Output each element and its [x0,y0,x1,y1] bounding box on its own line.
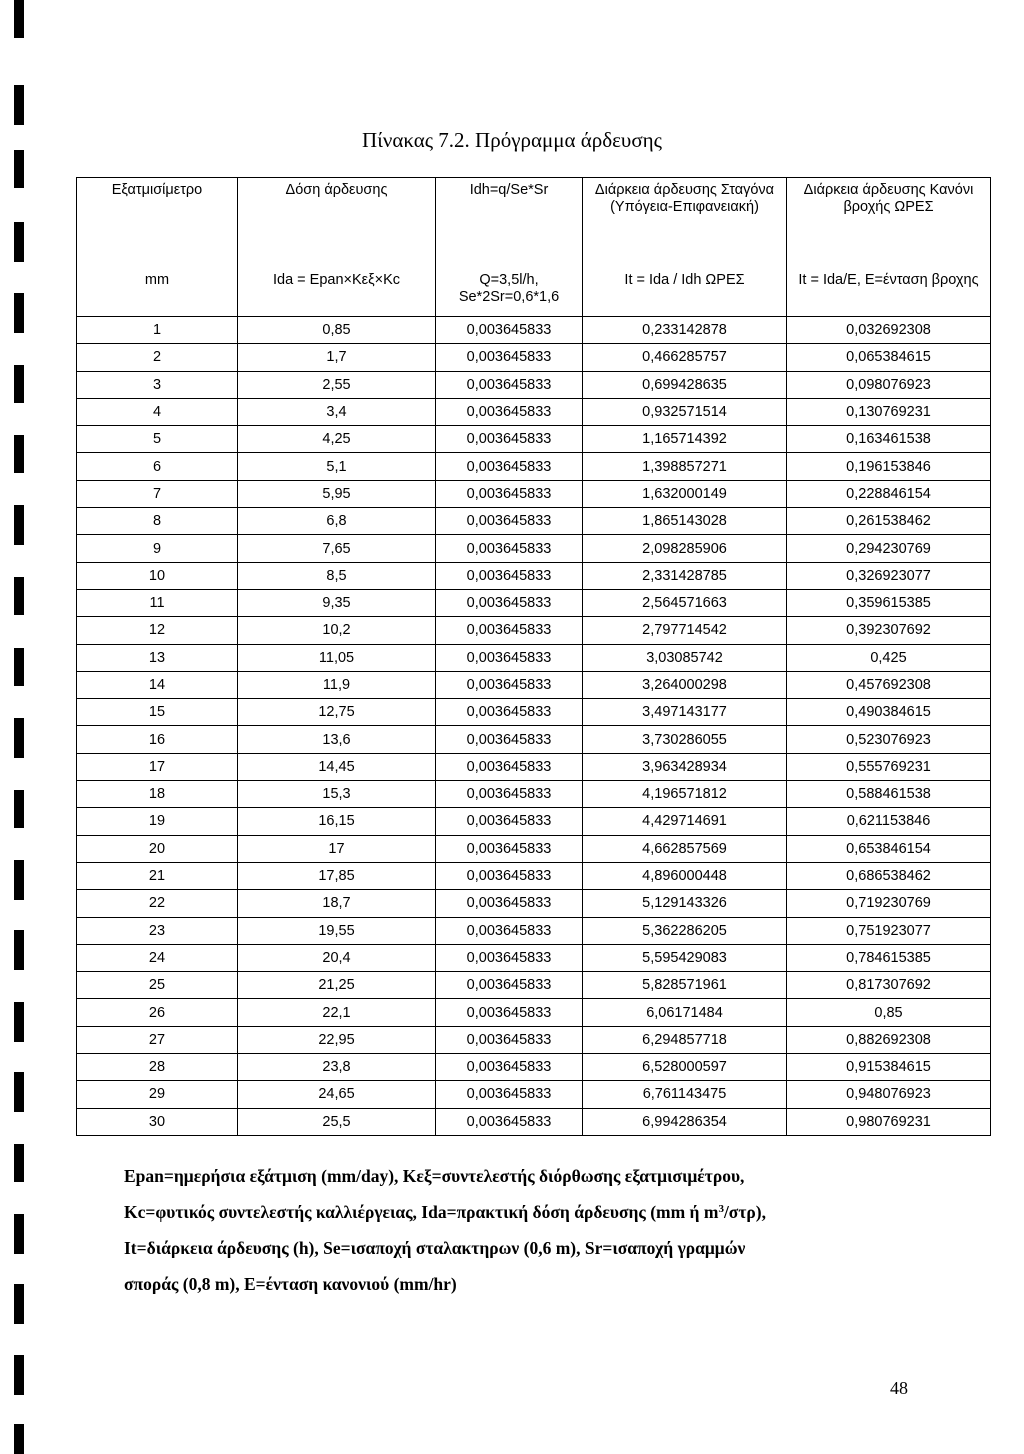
cell-idh: 0,003645833 [436,317,583,344]
cell-evaporimeter-mm: 9 [77,535,238,562]
cell-idh: 0,003645833 [436,617,583,644]
cell-sprinkler-hours: 0,425 [787,644,991,671]
table-header [77,178,991,317]
cell-evaporimeter-mm: 20 [77,835,238,862]
cell-dose-ida: 25,5 [238,1108,436,1135]
scan-edge-mark [14,435,24,473]
scan-edge-mark [14,85,24,125]
cell-sprinkler-hours: 0,457692308 [787,671,991,698]
table-row [77,535,991,562]
cell-evaporimeter-mm: 22 [77,890,238,917]
cell-dose-ida: 5,1 [238,453,436,480]
scan-edge-mark [14,930,24,970]
cell-dose-ida: 20,4 [238,944,436,971]
cell-drip-hours: 3,963428934 [583,753,787,780]
cell-drip-hours: 6,994286354 [583,1108,787,1135]
cell-dose-ida: 18,7 [238,890,436,917]
cell-evaporimeter-mm: 26 [77,999,238,1026]
cell-dose-ida: 6,8 [238,508,436,535]
table-row [77,808,991,835]
cell-dose-ida: 13,6 [238,726,436,753]
cell-idh: 0,003645833 [436,562,583,589]
cell-drip-hours: 6,528000597 [583,1054,787,1081]
cell-drip-hours: 1,165714392 [583,426,787,453]
header-evaporimeter: Εξατμισίμετρο [77,178,238,269]
cell-idh: 0,003645833 [436,835,583,862]
cell-evaporimeter-mm: 14 [77,671,238,698]
cell-dose-ida: 14,45 [238,753,436,780]
header-drip-formula: It = Ida / Idh ΩΡΕΣ [583,268,787,317]
header-q-formula: Q=3,5l/h, Se*2Sr=0,6*1,6 [436,268,583,317]
scan-edge-mark [14,365,24,403]
cell-idh: 0,003645833 [436,535,583,562]
scan-edge-mark [14,293,24,333]
scan-edge-mark [14,1424,24,1454]
cell-dose-ida: 2,55 [238,371,436,398]
cell-sprinkler-hours: 0,980769231 [787,1108,991,1135]
cell-evaporimeter-mm: 10 [77,562,238,589]
cell-sprinkler-hours: 0,719230769 [787,890,991,917]
table-row [77,1108,991,1135]
cell-sprinkler-hours: 0,523076923 [787,726,991,753]
cell-idh: 0,003645833 [436,917,583,944]
cell-evaporimeter-mm: 11 [77,589,238,616]
cell-dose-ida: 10,2 [238,617,436,644]
cell-sprinkler-hours: 0,751923077 [787,917,991,944]
scan-edge-mark [14,718,24,758]
cell-evaporimeter-mm: 23 [77,917,238,944]
scan-edge-mark [14,860,24,900]
cell-drip-hours: 3,03085742 [583,644,787,671]
table-row [77,398,991,425]
scan-edge-mark [14,505,24,545]
cell-dose-ida: 19,55 [238,917,436,944]
scan-edge-mark [14,1144,24,1182]
cell-dose-ida: 1,7 [238,344,436,371]
cell-evaporimeter-mm: 15 [77,699,238,726]
cell-drip-hours: 4,896000448 [583,862,787,889]
scan-edge-mark [14,577,24,615]
cell-evaporimeter-mm: 6 [77,453,238,480]
cell-dose-ida: 21,25 [238,972,436,999]
cell-idh: 0,003645833 [436,862,583,889]
header-row-titles [77,178,991,269]
cell-evaporimeter-mm: 29 [77,1081,238,1108]
table-row [77,644,991,671]
cell-dose-ida: 22,95 [238,1026,436,1053]
table-row [77,671,991,698]
cell-sprinkler-hours: 0,130769231 [787,398,991,425]
table-body [77,317,991,1136]
table-row [77,317,991,344]
table-row [77,835,991,862]
header-irrigation-dose: Δόση άρδευσης [238,178,436,269]
cell-drip-hours: 6,294857718 [583,1026,787,1053]
cell-drip-hours: 1,398857271 [583,453,787,480]
header-row-formulas [77,268,991,317]
cell-drip-hours: 4,662857569 [583,835,787,862]
cell-evaporimeter-mm: 12 [77,617,238,644]
cell-sprinkler-hours: 0,686538462 [787,862,991,889]
table-row [77,944,991,971]
table-row [77,508,991,535]
header-unit-mm: mm [77,268,238,317]
footnote-superscript: 3 [718,1203,724,1215]
cell-idh: 0,003645833 [436,753,583,780]
cell-dose-ida: 8,5 [238,562,436,589]
cell-dose-ida: 11,05 [238,644,436,671]
cell-sprinkler-hours: 0,653846154 [787,835,991,862]
cell-sprinkler-hours: 0,621153846 [787,808,991,835]
cell-sprinkler-hours: 0,85 [787,999,991,1026]
cell-idh: 0,003645833 [436,508,583,535]
cell-drip-hours: 0,699428635 [583,371,787,398]
irrigation-schedule-table [76,177,991,1136]
header-idh: Idh=q/Se*Sr [436,178,583,269]
cell-drip-hours: 0,932571514 [583,398,787,425]
cell-sprinkler-hours: 0,032692308 [787,317,991,344]
cell-sprinkler-hours: 0,163461538 [787,426,991,453]
cell-idh: 0,003645833 [436,726,583,753]
cell-drip-hours: 0,233142878 [583,317,787,344]
cell-dose-ida: 4,25 [238,426,436,453]
cell-sprinkler-hours: 0,784615385 [787,944,991,971]
cell-evaporimeter-mm: 19 [77,808,238,835]
cell-drip-hours: 5,595429083 [583,944,787,971]
cell-sprinkler-hours: 0,098076923 [787,371,991,398]
cell-idh: 0,003645833 [436,699,583,726]
cell-idh: 0,003645833 [436,644,583,671]
table-row [77,1081,991,1108]
table-row [77,344,991,371]
cell-sprinkler-hours: 0,948076923 [787,1081,991,1108]
cell-idh: 0,003645833 [436,453,583,480]
cell-sprinkler-hours: 0,261538462 [787,508,991,535]
table-row [77,480,991,507]
cell-evaporimeter-mm: 30 [77,1108,238,1135]
cell-drip-hours: 5,828571961 [583,972,787,999]
cell-drip-hours: 4,196571812 [583,781,787,808]
cell-dose-ida: 23,8 [238,1054,436,1081]
table-row [77,453,991,480]
cell-drip-hours: 5,129143326 [583,890,787,917]
cell-evaporimeter-mm: 4 [77,398,238,425]
cell-drip-hours: 2,797714542 [583,617,787,644]
cell-drip-hours: 2,098285906 [583,535,787,562]
cell-drip-hours: 1,632000149 [583,480,787,507]
footnote-line: σποράς (0,8 m), E=ένταση κανονιού (mm/hr) [124,1274,457,1294]
cell-sprinkler-hours: 0,065384615 [787,344,991,371]
cell-dose-ida: 17,85 [238,862,436,889]
irrigation-table-container [76,177,990,1136]
cell-idh: 0,003645833 [436,671,583,698]
cell-idh: 0,003645833 [436,1081,583,1108]
scan-edge-mark [14,648,24,686]
cell-sprinkler-hours: 0,882692308 [787,1026,991,1053]
scan-edge-mark [14,1214,24,1254]
cell-evaporimeter-mm: 27 [77,1026,238,1053]
cell-drip-hours: 5,362286205 [583,917,787,944]
cell-sprinkler-hours: 0,326923077 [787,562,991,589]
cell-idh: 0,003645833 [436,426,583,453]
footnote-text: Kc=φυτικός συντελεστής καλλιέργειας, Ida=πρακτική δόση άρδευσης (mm ή m [124,1202,719,1222]
cell-drip-hours: 2,564571663 [583,589,787,616]
cell-evaporimeter-mm: 2 [77,344,238,371]
cell-dose-ida: 11,9 [238,671,436,698]
cell-dose-ida: 7,65 [238,535,436,562]
cell-sprinkler-hours: 0,196153846 [787,453,991,480]
cell-sprinkler-hours: 0,915384615 [787,1054,991,1081]
scan-edge-mark [14,1072,24,1112]
cell-evaporimeter-mm: 24 [77,944,238,971]
header-ida-formula: Ida = Epan×Kεξ×Kc [238,268,436,317]
table-row [77,917,991,944]
cell-sprinkler-hours: 0,294230769 [787,535,991,562]
cell-evaporimeter-mm: 21 [77,862,238,889]
table-row [77,726,991,753]
cell-evaporimeter-mm: 5 [77,426,238,453]
cell-idh: 0,003645833 [436,1026,583,1053]
cell-drip-hours: 3,497143177 [583,699,787,726]
cell-idh: 0,003645833 [436,781,583,808]
page-number: 48 [890,1378,908,1398]
table-row [77,699,991,726]
cell-dose-ida: 0,85 [238,317,436,344]
scan-edge-mark [14,150,24,188]
header-sprinkler-formula: It = Ida/E, E=ένταση βροχης [787,268,991,317]
cell-idh: 0,003645833 [436,890,583,917]
table-row [77,999,991,1026]
cell-dose-ida: 24,65 [238,1081,436,1108]
cell-evaporimeter-mm: 13 [77,644,238,671]
table-row [77,972,991,999]
cell-evaporimeter-mm: 25 [77,972,238,999]
cell-drip-hours: 0,466285757 [583,344,787,371]
table-row [77,1026,991,1053]
page-title: Πίνακας 7.2. Πρόγραμμα άρδευσης [362,128,662,152]
cell-drip-hours: 2,331428785 [583,562,787,589]
footnote-line: It=διάρκεια άρδευσης (h), Se=ισαποχή σταλακτηρων (0,6 m), Sr=ισαποχή γραμμών [124,1238,746,1258]
header-sprinkler-duration: Διάρκεια άρδευσης Κανόνι βροχής ΩΡΕΣ [787,178,991,269]
cell-idh: 0,003645833 [436,480,583,507]
scan-edge-mark [14,222,24,262]
scan-edge-mark [14,790,24,828]
cell-drip-hours: 4,429714691 [583,808,787,835]
header-drip-duration: Διάρκεια άρδευσης Σταγόνα (Υπόγεια-Επιφανειακή) [583,178,787,269]
cell-dose-ida: 5,95 [238,480,436,507]
scan-edge-mark [14,1284,24,1324]
cell-evaporimeter-mm: 17 [77,753,238,780]
cell-drip-hours: 3,264000298 [583,671,787,698]
cell-evaporimeter-mm: 18 [77,781,238,808]
cell-idh: 0,003645833 [436,999,583,1026]
cell-sprinkler-hours: 0,588461538 [787,781,991,808]
cell-evaporimeter-mm: 3 [77,371,238,398]
cell-sprinkler-hours: 0,490384615 [787,699,991,726]
cell-evaporimeter-mm: 28 [77,1054,238,1081]
cell-idh: 0,003645833 [436,1108,583,1135]
table-row [77,426,991,453]
table-row [77,589,991,616]
cell-idh: 0,003645833 [436,371,583,398]
cell-evaporimeter-mm: 7 [77,480,238,507]
table-row [77,890,991,917]
cell-drip-hours: 3,730286055 [583,726,787,753]
cell-idh: 0,003645833 [436,944,583,971]
cell-dose-ida: 17 [238,835,436,862]
table-row [77,371,991,398]
cell-evaporimeter-mm: 8 [77,508,238,535]
cell-idh: 0,003645833 [436,972,583,999]
cell-dose-ida: 16,15 [238,808,436,835]
table-row [77,617,991,644]
table-row [77,753,991,780]
cell-evaporimeter-mm: 1 [77,317,238,344]
cell-evaporimeter-mm: 16 [77,726,238,753]
cell-dose-ida: 22,1 [238,999,436,1026]
table-row [77,781,991,808]
footnotes [124,1158,954,1302]
cell-dose-ida: 9,35 [238,589,436,616]
scan-edge-mark [14,1002,24,1042]
cell-dose-ida: 15,3 [238,781,436,808]
table-row [77,862,991,889]
footnote-line: Epan=ημερήσια εξάτμιση (mm/day), Κεξ=συντελεστής διόρθωσης εξατμισιμέτρου, [124,1166,745,1186]
cell-sprinkler-hours: 0,817307692 [787,972,991,999]
cell-sprinkler-hours: 0,555769231 [787,753,991,780]
cell-idh: 0,003645833 [436,344,583,371]
cell-sprinkler-hours: 0,359615385 [787,589,991,616]
cell-sprinkler-hours: 0,392307692 [787,617,991,644]
table-row [77,562,991,589]
cell-idh: 0,003645833 [436,398,583,425]
scan-edge-mark [14,0,24,38]
cell-idh: 0,003645833 [436,1054,583,1081]
cell-drip-hours: 1,865143028 [583,508,787,535]
cell-idh: 0,003645833 [436,808,583,835]
cell-dose-ida: 12,75 [238,699,436,726]
cell-idh: 0,003645833 [436,589,583,616]
cell-dose-ida: 3,4 [238,398,436,425]
footnote-line [124,1194,954,1230]
footnote-text: /στρ), [723,1202,766,1222]
cell-sprinkler-hours: 0,228846154 [787,480,991,507]
cell-drip-hours: 6,06171484 [583,999,787,1026]
table-row [77,1054,991,1081]
scan-edge-mark [14,1355,24,1395]
cell-drip-hours: 6,761143475 [583,1081,787,1108]
